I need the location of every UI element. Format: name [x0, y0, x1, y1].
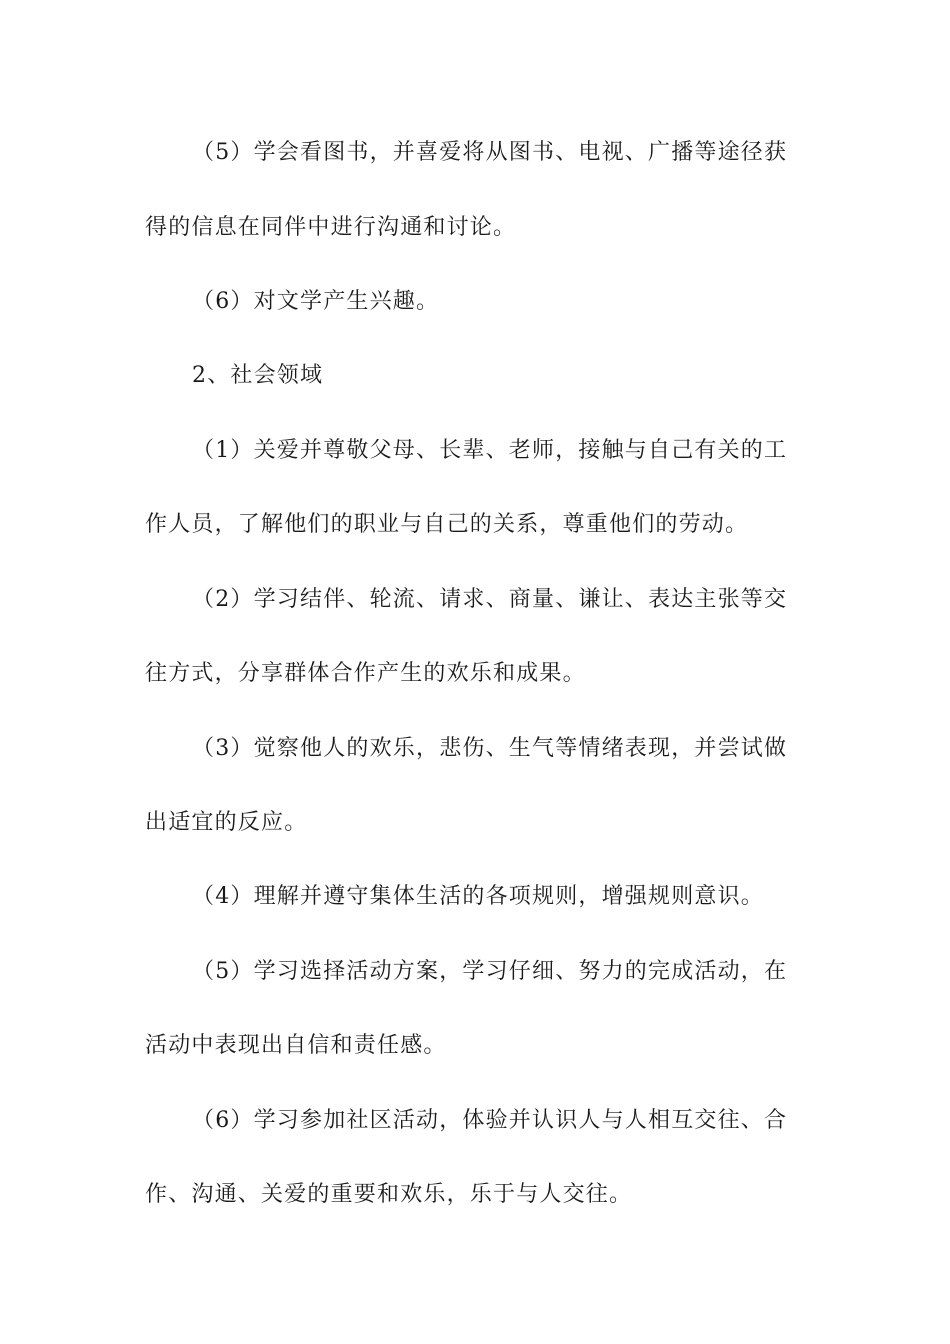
- paragraph-line: 作人员，了解他们的职业与自己的关系，尊重他们的劳动。: [145, 512, 749, 537]
- paragraph-line: （5）学习选择活动方案，学习仔细、努力的完成活动，在: [192, 959, 788, 984]
- paragraph-line: 作、沟通、关爱的重要和欢乐，乐于与人交往。: [145, 1182, 633, 1207]
- paragraph-line: 活动中表现出自信和责任感。: [145, 1033, 447, 1058]
- paragraph-line: （5）学会看图书，并喜爱将从图书、电视、广播等途径获: [192, 140, 788, 165]
- paragraph-line: （6）对文学产生兴趣。: [192, 289, 440, 314]
- paragraph-line: 出适宜的反应。: [145, 810, 308, 835]
- paragraph-line: （6）学习参加社区活动，体验并认识人与人相互交往、合: [192, 1108, 788, 1133]
- paragraph-line: （2）学习结伴、轮流、请求、商量、谦让、表达主张等交: [192, 587, 788, 612]
- section-heading: 2、社会领域: [192, 363, 324, 388]
- paragraph-line: 往方式，分享群体合作产生的欢乐和成果。: [145, 661, 586, 686]
- paragraph-line: （3）觉察他人的欢乐，悲伤、生气等情绪表现，并尝试做: [192, 736, 788, 761]
- paragraph-line: （4）理解并遵守集体生活的各项规则，增强规则意识。: [192, 884, 764, 909]
- paragraph-line: （1）关爱并尊敬父母、长辈、老师，接触与自己有关的工: [192, 438, 788, 463]
- paragraph-line: 得的信息在同伴中进行沟通和讨论。: [145, 215, 517, 240]
